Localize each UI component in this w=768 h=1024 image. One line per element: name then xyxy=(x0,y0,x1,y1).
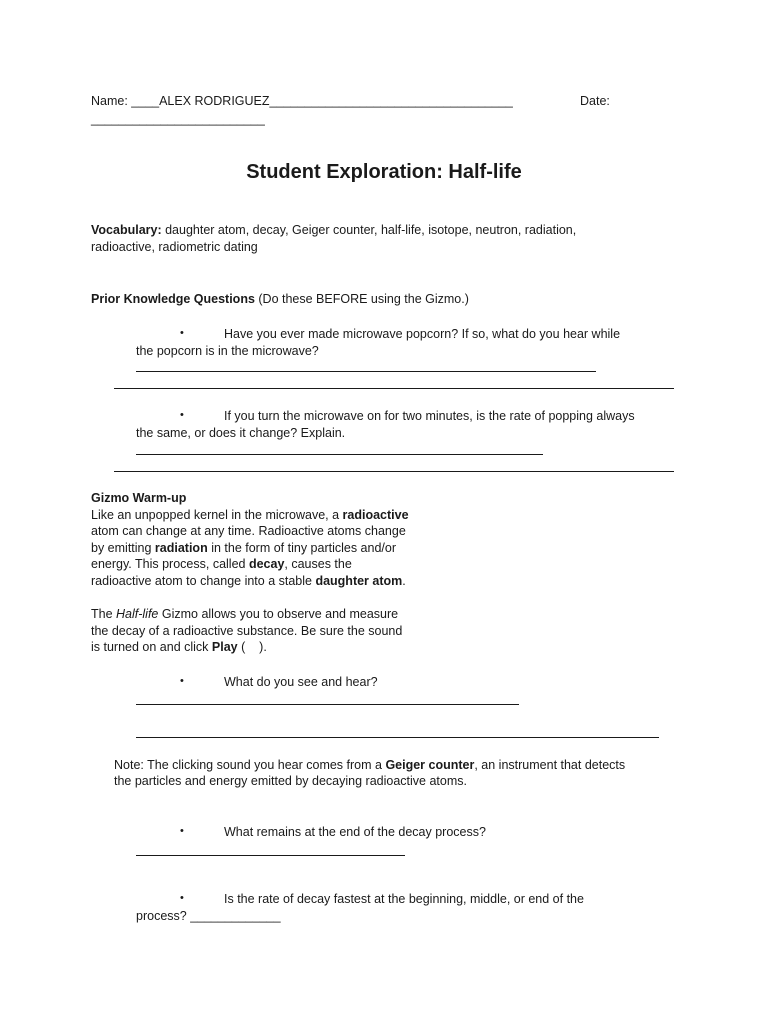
vocabulary-terms-1: daughter atom, decay, Geiger counter, half-life, isotope, neutron, radiation, xyxy=(161,223,577,237)
answer-line xyxy=(136,855,405,856)
term-radiation: radiation xyxy=(154,541,208,555)
bullet-icon: • xyxy=(180,409,184,421)
question-rate-line-1: Is the rate of decay fastest at the beginning, middle, or end of the xyxy=(224,892,584,906)
text-run: . xyxy=(402,574,406,588)
text-run: The xyxy=(91,607,117,621)
warmup-paragraph-2-line-1 xyxy=(91,606,398,622)
text-run: radioactive atom to change into a stable xyxy=(91,574,316,588)
note-line-2: the particles and energy emitted by decaying radioactive atoms. xyxy=(114,774,467,788)
answer-line xyxy=(136,704,519,705)
warmup-paragraph-1-line-5 xyxy=(91,573,406,589)
prior-knowledge-heading-line xyxy=(91,291,469,307)
question-1-line-2: the popcorn is in the microwave? xyxy=(136,344,319,358)
warmup-heading-text: Gizmo Warm-up xyxy=(91,491,187,505)
term-daughter-atom: daughter atom xyxy=(315,574,403,588)
warmup-paragraph-1-line-2: atom can change at any time. Radioactive atoms change xyxy=(91,524,406,538)
term-geiger-counter: Geiger counter xyxy=(385,758,475,772)
warmup-heading xyxy=(91,490,186,506)
term-radioactive: radioactive xyxy=(342,508,409,522)
gizmo-name-half-life: Half-life xyxy=(116,607,159,621)
text-run: ( ). xyxy=(237,640,267,654)
vocabulary-terms-2: radioactive, radiometric dating xyxy=(91,240,258,254)
text-run: Note: The clicking sound you hear comes from a xyxy=(114,758,386,772)
text-run: , causes the xyxy=(284,557,352,571)
text-run: in the form of tiny particles and/or xyxy=(207,541,396,555)
answer-line xyxy=(114,471,674,472)
question-remains: What remains at the end of the decay process? xyxy=(224,825,486,839)
prior-knowledge-heading: Prior Knowledge Questions xyxy=(91,292,255,306)
question-2-line-1: If you turn the microwave on for two minutes, is the rate of popping always xyxy=(224,409,635,423)
vocabulary-line-1 xyxy=(91,222,576,238)
text-run: , an instrument that detects xyxy=(474,758,626,772)
answer-line xyxy=(114,388,674,389)
answer-line xyxy=(136,371,596,372)
question-2-line-2: the same, or does it change? Explain. xyxy=(136,426,346,440)
term-play: Play xyxy=(211,640,238,654)
vocabulary-label: Vocabulary: xyxy=(91,223,162,237)
text-run: Like an unpopped kernel in the microwave, a xyxy=(91,508,343,522)
prior-knowledge-note: (Do these BEFORE using the Gizmo.) xyxy=(254,292,469,306)
answer-line xyxy=(136,454,543,455)
bullet-icon: • xyxy=(180,675,184,687)
term-decay: decay xyxy=(248,557,285,571)
text-run: energy. This process, called xyxy=(91,557,249,571)
date-label: Date: xyxy=(580,94,610,108)
warmup-paragraph-1-line-1 xyxy=(91,507,409,523)
page-title: Student Exploration: Half-life xyxy=(246,161,522,183)
note-line-1 xyxy=(114,757,625,773)
name-line: Name: ____ALEX RODRIGUEZ___________________________________ xyxy=(91,94,513,108)
warmup-paragraph-2-line-3 xyxy=(91,639,267,655)
warmup-paragraph-2-line-2: the decay of a radioactive substance. Be sure the sound xyxy=(91,624,403,638)
bullet-icon: • xyxy=(180,892,184,904)
question-rate-line-2: process? _____________ xyxy=(136,909,281,923)
date-blank: _________________________ xyxy=(91,112,265,126)
answer-line xyxy=(136,737,659,738)
text-run: by emitting xyxy=(91,541,155,555)
warmup-paragraph-1-line-3 xyxy=(91,540,396,556)
text-run: Gizmo allows you to observe and measure xyxy=(158,607,399,621)
warmup-paragraph-1-line-4 xyxy=(91,556,352,572)
bullet-icon: • xyxy=(180,825,184,837)
question-1-line-1: Have you ever made microwave popcorn? If so, what do you hear while xyxy=(224,327,621,341)
bullet-icon: • xyxy=(180,327,184,339)
text-run: is turned on and click xyxy=(91,640,212,654)
question-see-hear: What do you see and hear? xyxy=(224,675,378,689)
